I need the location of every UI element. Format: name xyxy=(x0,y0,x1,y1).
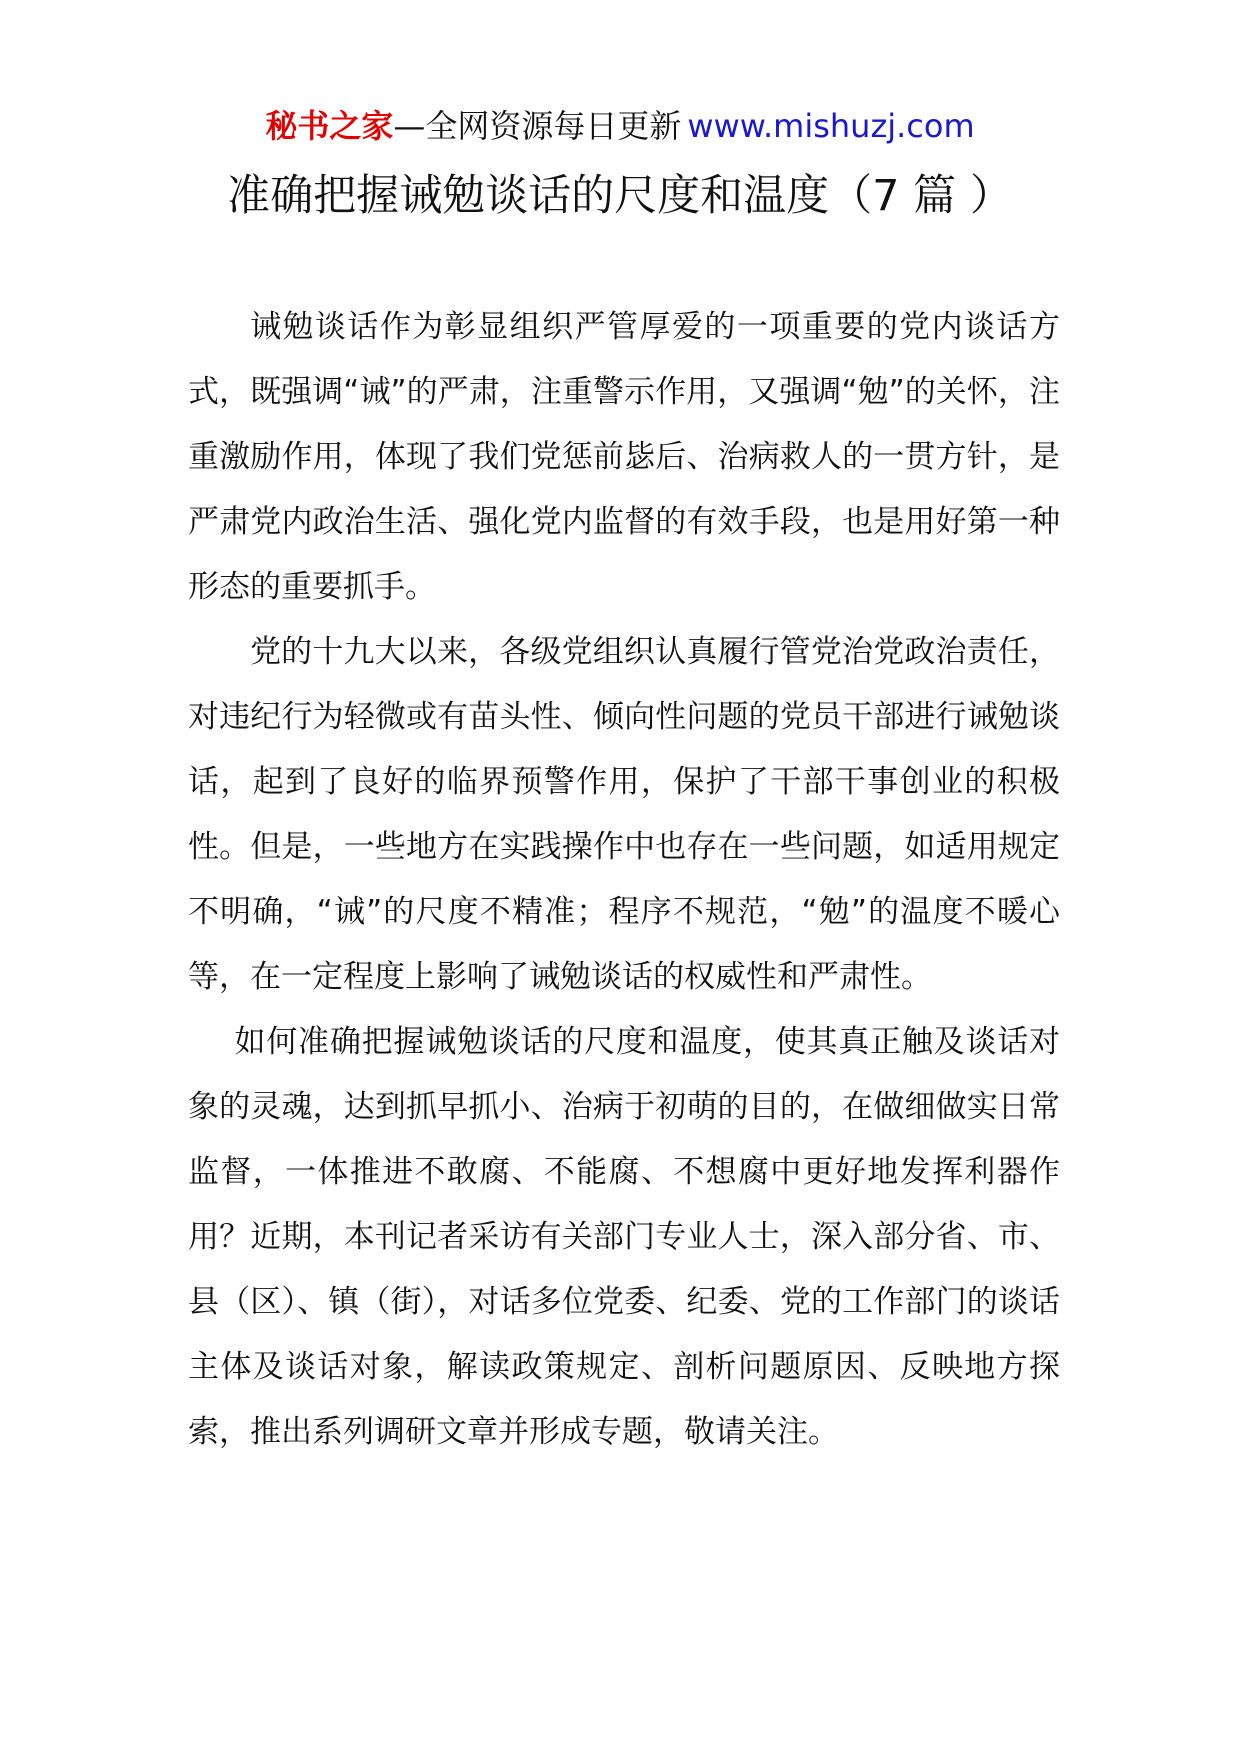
document-title: 准确把握诫勉谈话的尺度和温度（7 篇 ） xyxy=(227,171,1013,221)
site-brand: 秘书之家 xyxy=(265,107,394,145)
paragraph: 党的十九大以来，各级党组织认真履行管党治党政治责任，对违纪行为轻微或有苗头性、倾向性问题的党员干部进行诫勉谈话，起到了良好的临界预警作用，保护了干部干事创业的积极性。但是，一些地方在实践操作中也存在一些问题，如适用规定不明确，“诫”的尺度不精准；程序不规范，“勉”的温度不暖心等，在一定程度上影响了诫勉谈话的权威性和严肃性。 xyxy=(188,634,1060,995)
document-body xyxy=(188,295,1060,1465)
site-url-link[interactable]: www.mishuzj.com xyxy=(687,107,975,145)
site-header xyxy=(0,104,1240,148)
site-tagline: —全网资源每日更新 xyxy=(393,107,682,145)
paragraph: 诫勉谈话作为彰显组织严管厚爱的一项重要的党内谈话方式，既强调“诫”的严肃，注重警示作用，又强调“勉”的关怀，注重激励作用，体现了我们党惩前毖后、治病救人的一贯方针，是严肃党内政治生活、强化党内监督的有效手段，也是用好第一种形态的重要抓手。 xyxy=(188,309,1060,605)
paragraph: 如何准确把握诫勉谈话的尺度和温度，使其真正触及谈话对象的灵魂，达到抓早抓小、治病于初萌的目的，在做细做实日常监督，一体推进不敢腐、不能腐、不想腐中更好地发挥利器作用？近期，本刊记者采访有关部门专业人士，深入部分省、市、县（区）、镇（街），对话多位党委、纪委、党的工作部门的谈话主体及谈话对象，解读政策规定、剖析问题原因、反映地方探索，推出系列调研文章并形成专题，敬请关注。 xyxy=(188,1024,1060,1450)
